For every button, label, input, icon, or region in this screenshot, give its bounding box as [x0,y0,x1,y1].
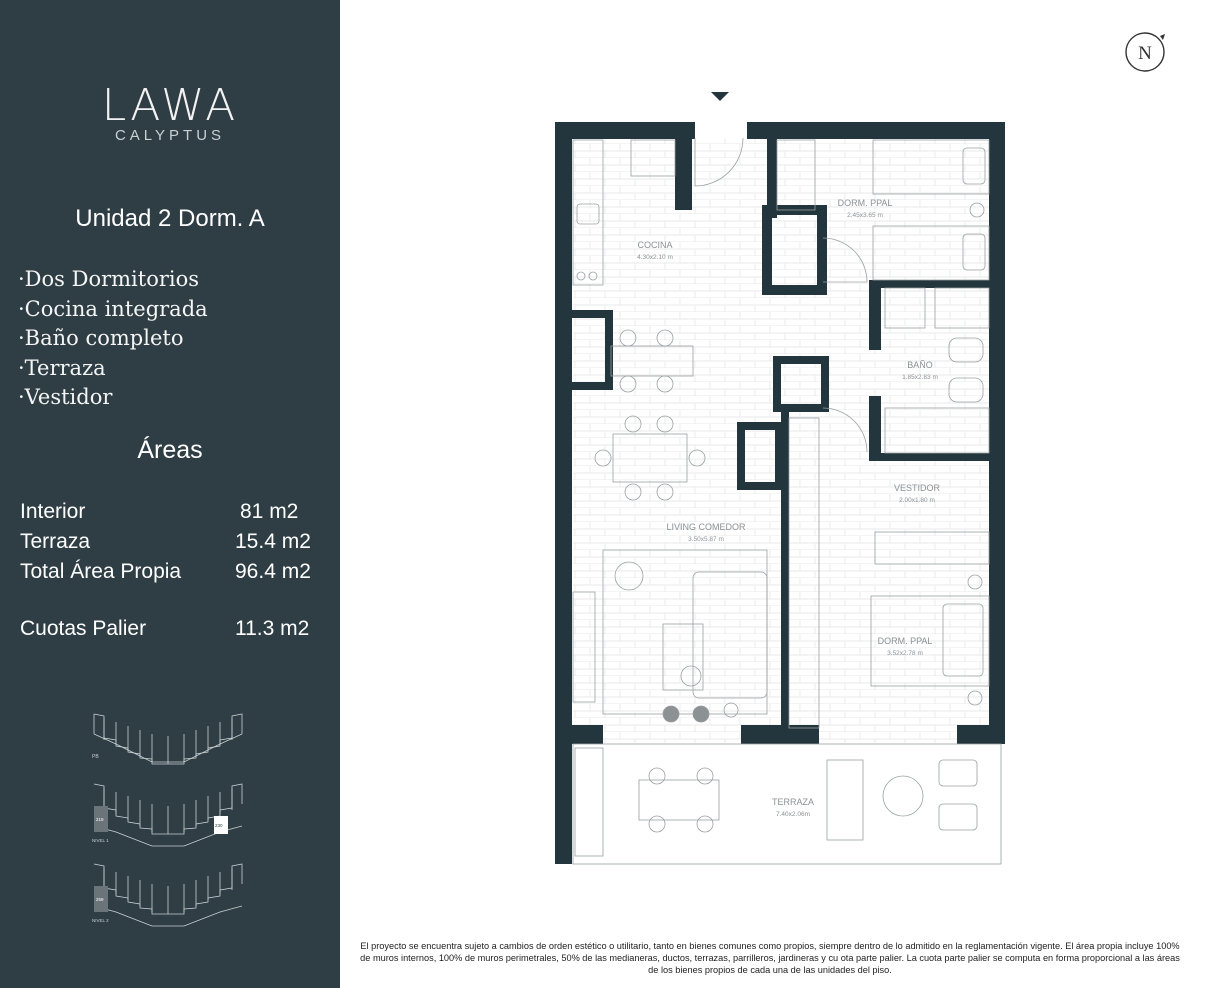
room-name: DORM. PPAL [877,636,933,646]
unit-number: 259 [96,897,104,902]
feature-item: ·Baño completo [18,326,184,350]
room-name: TERRAZA [771,797,815,807]
areas-heading: Áreas [137,436,203,464]
unit-title: Unidad 2 Dorm. A [75,205,265,232]
feature-item: ·Terraza [18,355,106,380]
area-label: Total Área Propia [20,560,182,583]
area-value: 15.4 m2 [235,530,311,553]
area-label: Terraza [20,530,91,553]
room-name: VESTIDOR [893,483,941,493]
room-name: BAÑO [907,360,933,370]
room-dims: 1.85x2.83 m [902,374,938,381]
level-map-pb [90,712,246,768]
floor-plan [545,88,1015,873]
level-map-nivel-1 [90,782,246,848]
area-label: Interior [20,500,86,523]
area-value: 96.4 m2 [235,560,311,583]
compass-letter: N [1138,43,1152,64]
level-map-nivel-2 [90,862,246,928]
legal-disclaimer: El proyecto se encuentra sujeto a cambios de orden estético o utilitario, tanto en bienes comunes como propios, siempre dentro de lo admitido en la reglamentación vigente. El área propia incluye 100% de muros internos, 100% de muros perimetrales, 50% de las medianeras, ductos, terrazas, parrilleros, jardineras y cu ota parte palier. La cuota parte palier se computa en forma proporcional a las áreas de los bienes propios de cada una de las unidades del piso. [360,941,1180,975]
entry-arrow-icon [711,92,729,101]
room-dims: 7.40x2.06m [776,811,810,818]
feature-list [18,265,208,413]
level-label: NIVEL 1 [92,838,109,843]
brand-logo: LAWA [101,80,239,131]
area-value: 11.3 m2 [235,617,310,640]
area-label: Cuotas Palier [20,617,147,640]
area-value: 81 m2 [240,500,299,523]
level-label: NIVEL 2 [92,918,109,923]
room-dims: 2.00x1.80 m [899,497,935,504]
room-dims: 3.50x5.87 m [688,536,724,543]
room-dims: 2.45x3.65 m [847,212,883,219]
feature-item: ·Cocina integrada [18,296,208,321]
unit-number: 230 [215,823,223,828]
feature-item: ·Vestidor [18,385,113,409]
feature-item: ·Dos Dormitorios [18,267,200,291]
unit-number: 219 [96,817,104,822]
room-name: DORM. PPAL [837,198,893,208]
north-compass-icon [1123,30,1167,74]
room-name: COCINA [637,240,673,250]
room-dims: 4.30x2.10 m [637,254,673,261]
info-sidebar [0,0,340,988]
level-label: PB [92,754,99,760]
room-name: LIVING COMEDOR [666,522,746,532]
room-dims: 3.52x2.78 m [887,650,923,657]
brand-subtitle: CALYPTUS [114,127,226,144]
